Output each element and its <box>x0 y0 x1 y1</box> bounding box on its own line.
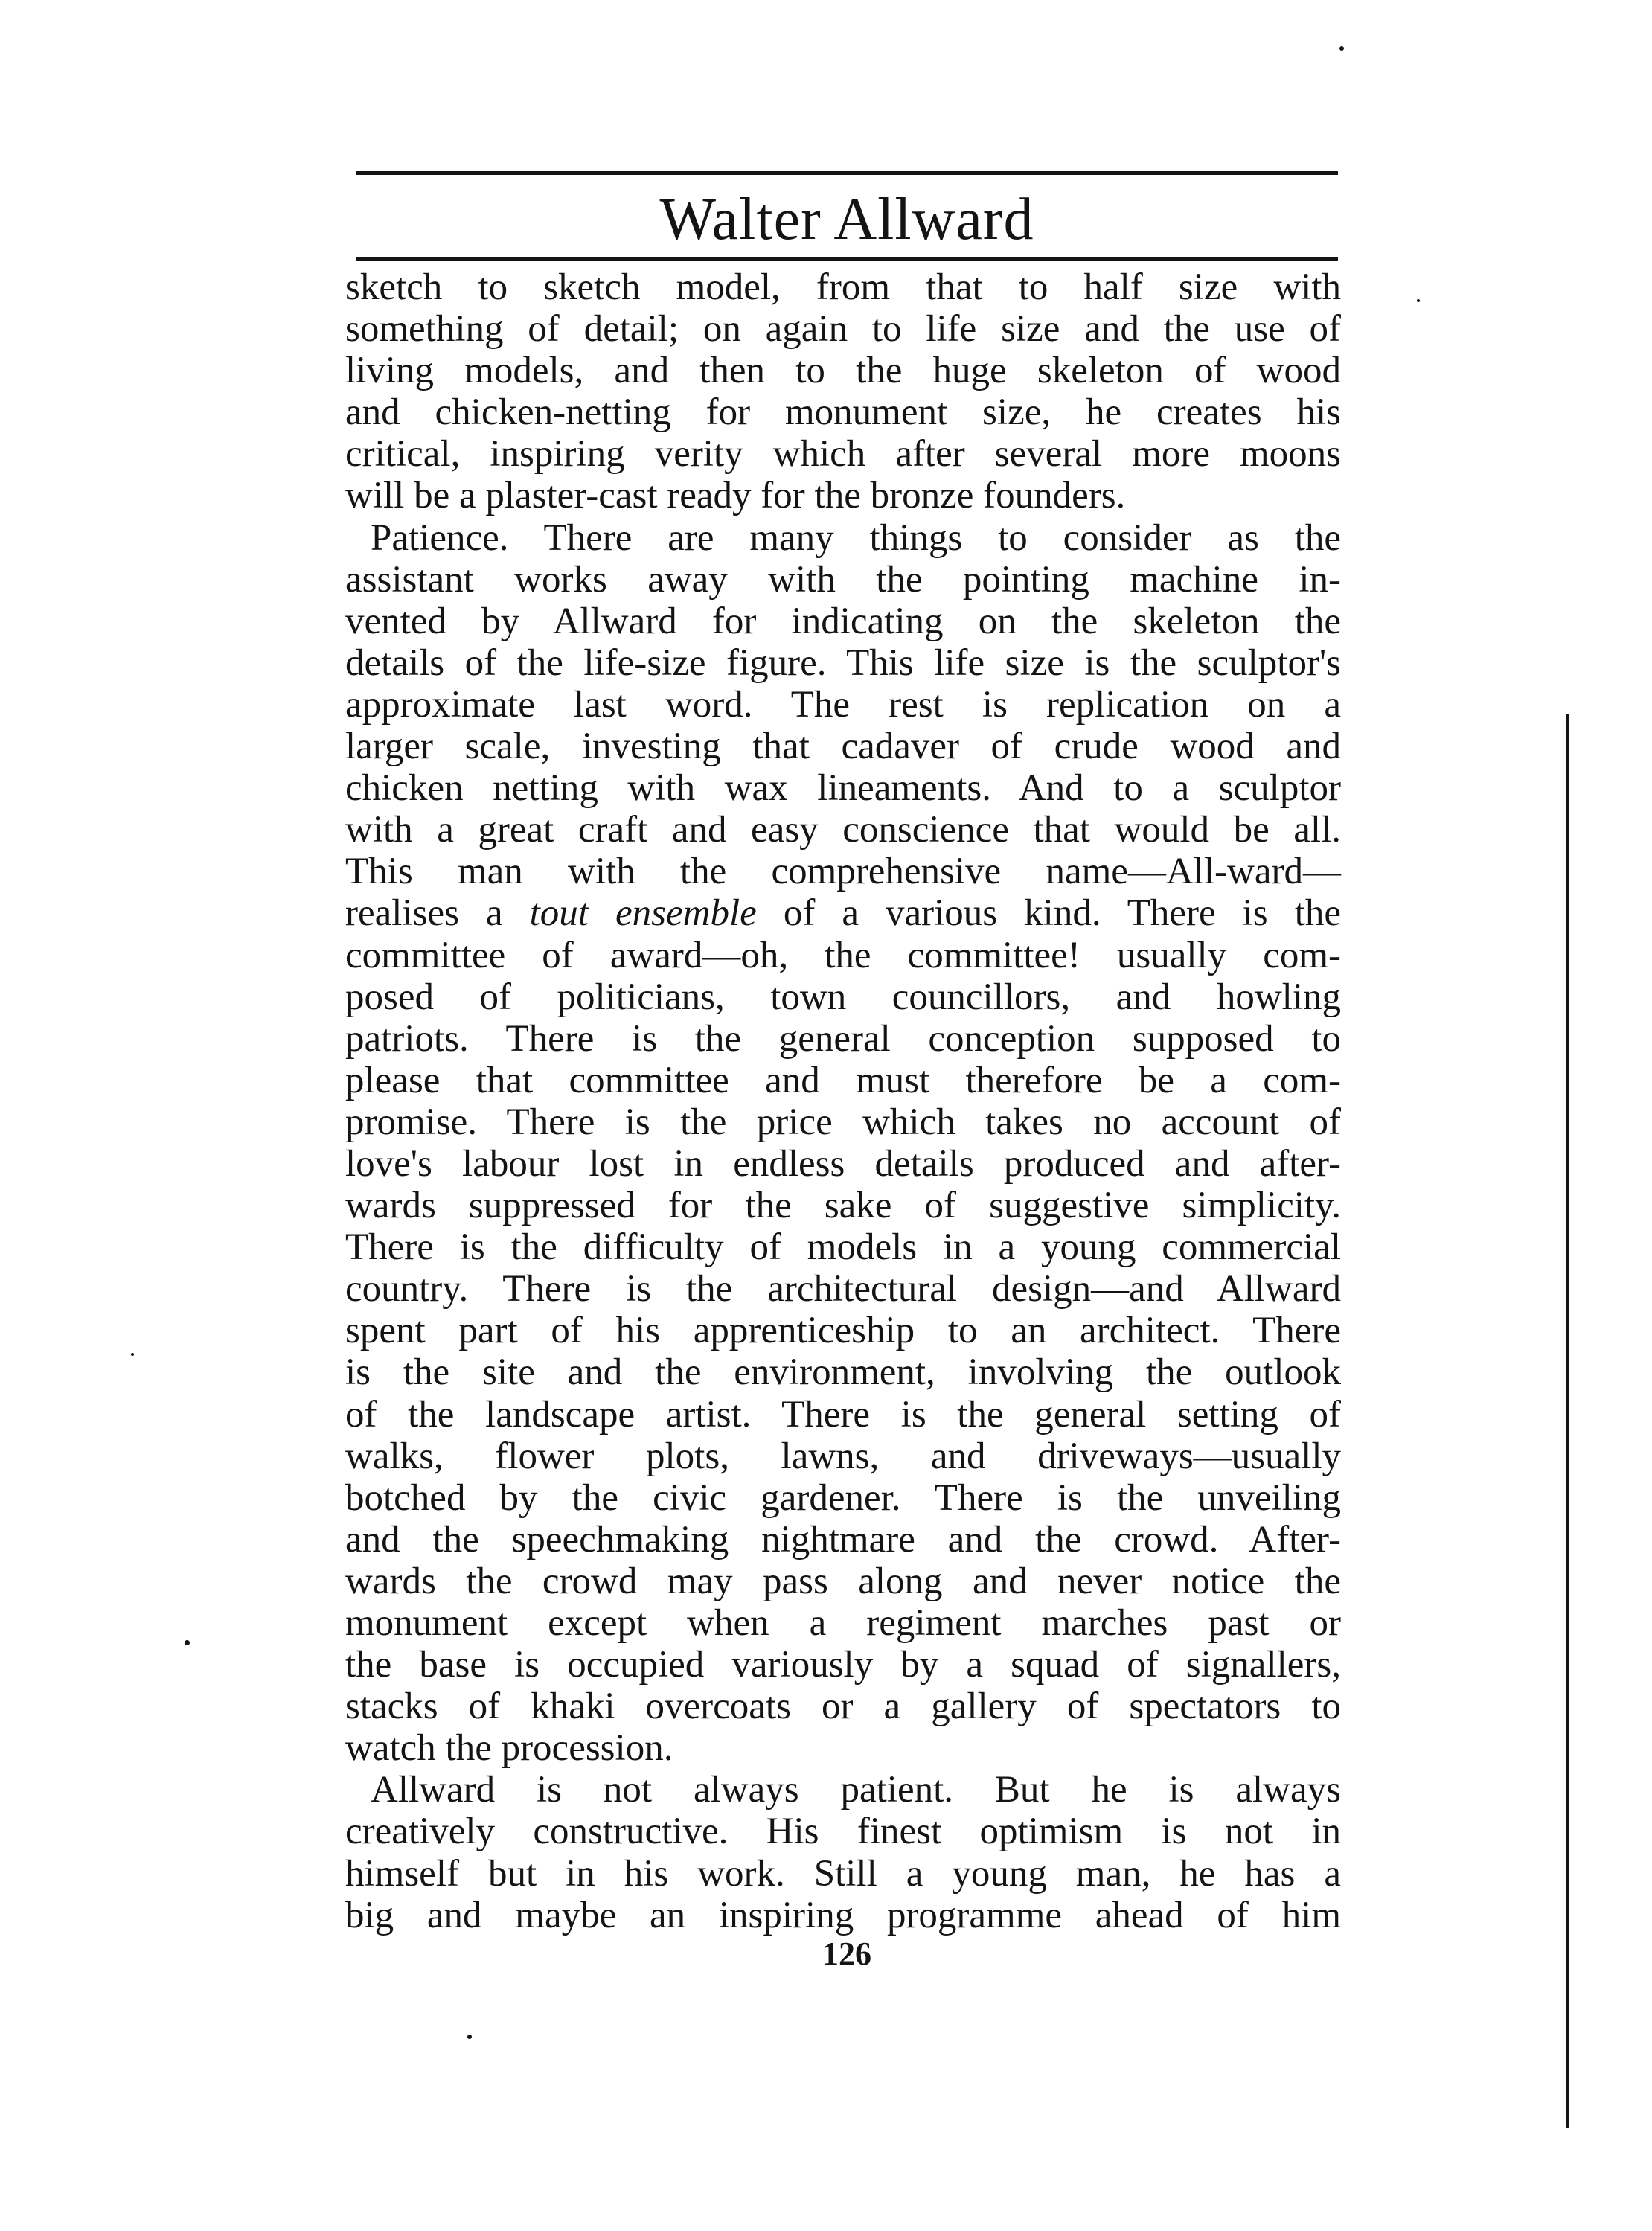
text-line: larger scale, investing that cadaver of crude wood and <box>345 726 1341 768</box>
text-line: committee of award—oh, the committee! usually com- <box>345 934 1341 976</box>
text-line: assistant works away with the pointing machine in- <box>345 558 1341 601</box>
text-line: big and maybe an inspiring programme ahead of him <box>345 1894 1341 1936</box>
text-line: watch the procession. <box>345 1727 673 1770</box>
text-line: posed of politicians, town councillors, and howling <box>345 976 1341 1018</box>
text-line: the base is occupied variously by a squad of signallers, <box>345 1644 1341 1686</box>
text-line: Patience. There are many things to consider as the <box>371 516 1341 559</box>
text-line: creatively constructive. His finest optimism is not in <box>345 1811 1341 1853</box>
text-line: of the landscape artist. There is the general setting of <box>345 1393 1341 1435</box>
text-line: is the site and the environment, involving the outlook <box>345 1351 1341 1394</box>
scan-speck <box>467 2035 472 2039</box>
text-line: walks, flower plots, lawns, and driveways—usually <box>345 1435 1341 1477</box>
body-text <box>345 266 1341 1936</box>
text-line: Allward is not always patient. But he is always <box>371 1769 1341 1811</box>
text-line: promise. There is the price which takes no account of <box>345 1101 1341 1143</box>
page-number: 126 <box>822 1936 871 1972</box>
text-line: stacks of khaki overcoats or a gallery of spectators to <box>345 1686 1341 1728</box>
page-edge-line <box>1566 714 1569 2128</box>
text-line: himself but in his work. Still a young man, he has a <box>345 1852 1341 1895</box>
text-segment: realises a <box>345 892 530 935</box>
italic-phrase: tout ensemble <box>529 892 757 935</box>
text-line: details of the life-size figure. This life size is the sculptor's <box>345 641 1341 684</box>
text-line: spent part of his apprenticeship to an architect. There <box>345 1310 1341 1352</box>
text-line: wards the crowd may pass along and never notice the <box>345 1560 1341 1602</box>
text-line: sketch to sketch model, from that to half size with <box>345 266 1341 308</box>
text-line: patriots. There is the general conception supposed to <box>345 1017 1341 1060</box>
text-line: This man with the comprehensive name—All-ward— <box>345 851 1341 893</box>
scan-speck <box>185 1640 190 1645</box>
text-line: approximate last word. The rest is replication on a <box>345 683 1341 726</box>
header-rule-bottom <box>356 257 1338 261</box>
scan-speck <box>1339 46 1344 51</box>
text-line: love's labour lost in endless details produced and after- <box>345 1142 1341 1185</box>
text-line <box>345 892 1341 934</box>
text-line: country. There is the architectural design—and Allward <box>345 1268 1341 1310</box>
text-line: will be a plaster-cast ready for the bronze founders. <box>345 475 1126 517</box>
text-line: critical, inspiring verity which after several more moons <box>345 433 1341 476</box>
scan-speck <box>131 1353 134 1356</box>
text-line: There is the difficulty of models in a young commercial <box>345 1226 1341 1269</box>
text-line: wards suppressed for the sake of suggestive simplicity. <box>345 1185 1341 1227</box>
text-segment: of a various kind. There is the <box>756 892 1341 935</box>
text-line: with a great craft and easy conscience that would be all. <box>345 809 1341 851</box>
text-line: vented by Allward for indicating on the skeleton the <box>345 600 1341 642</box>
text-line: and chicken-netting for monument size, he creates his <box>345 391 1341 434</box>
text-line: living models, and then to the huge skeleton of wood <box>345 350 1341 392</box>
text-line: chicken netting with wax lineaments. And to a sculptor <box>345 767 1341 810</box>
text-line: monument except when a regiment marches past or <box>345 1602 1341 1644</box>
text-line: and the speechmaking nightmare and the crowd. After- <box>345 1518 1341 1561</box>
text-line: please that committee and must therefore be a com- <box>345 1059 1341 1101</box>
running-head: Walter Allward <box>659 187 1034 252</box>
text-line: botched by the civic gardener. There is the unveiling <box>345 1476 1341 1519</box>
text-line: something of detail; on again to life size and the use of <box>345 308 1341 351</box>
header-rule-top <box>356 171 1338 175</box>
scan-speck <box>1417 299 1420 302</box>
